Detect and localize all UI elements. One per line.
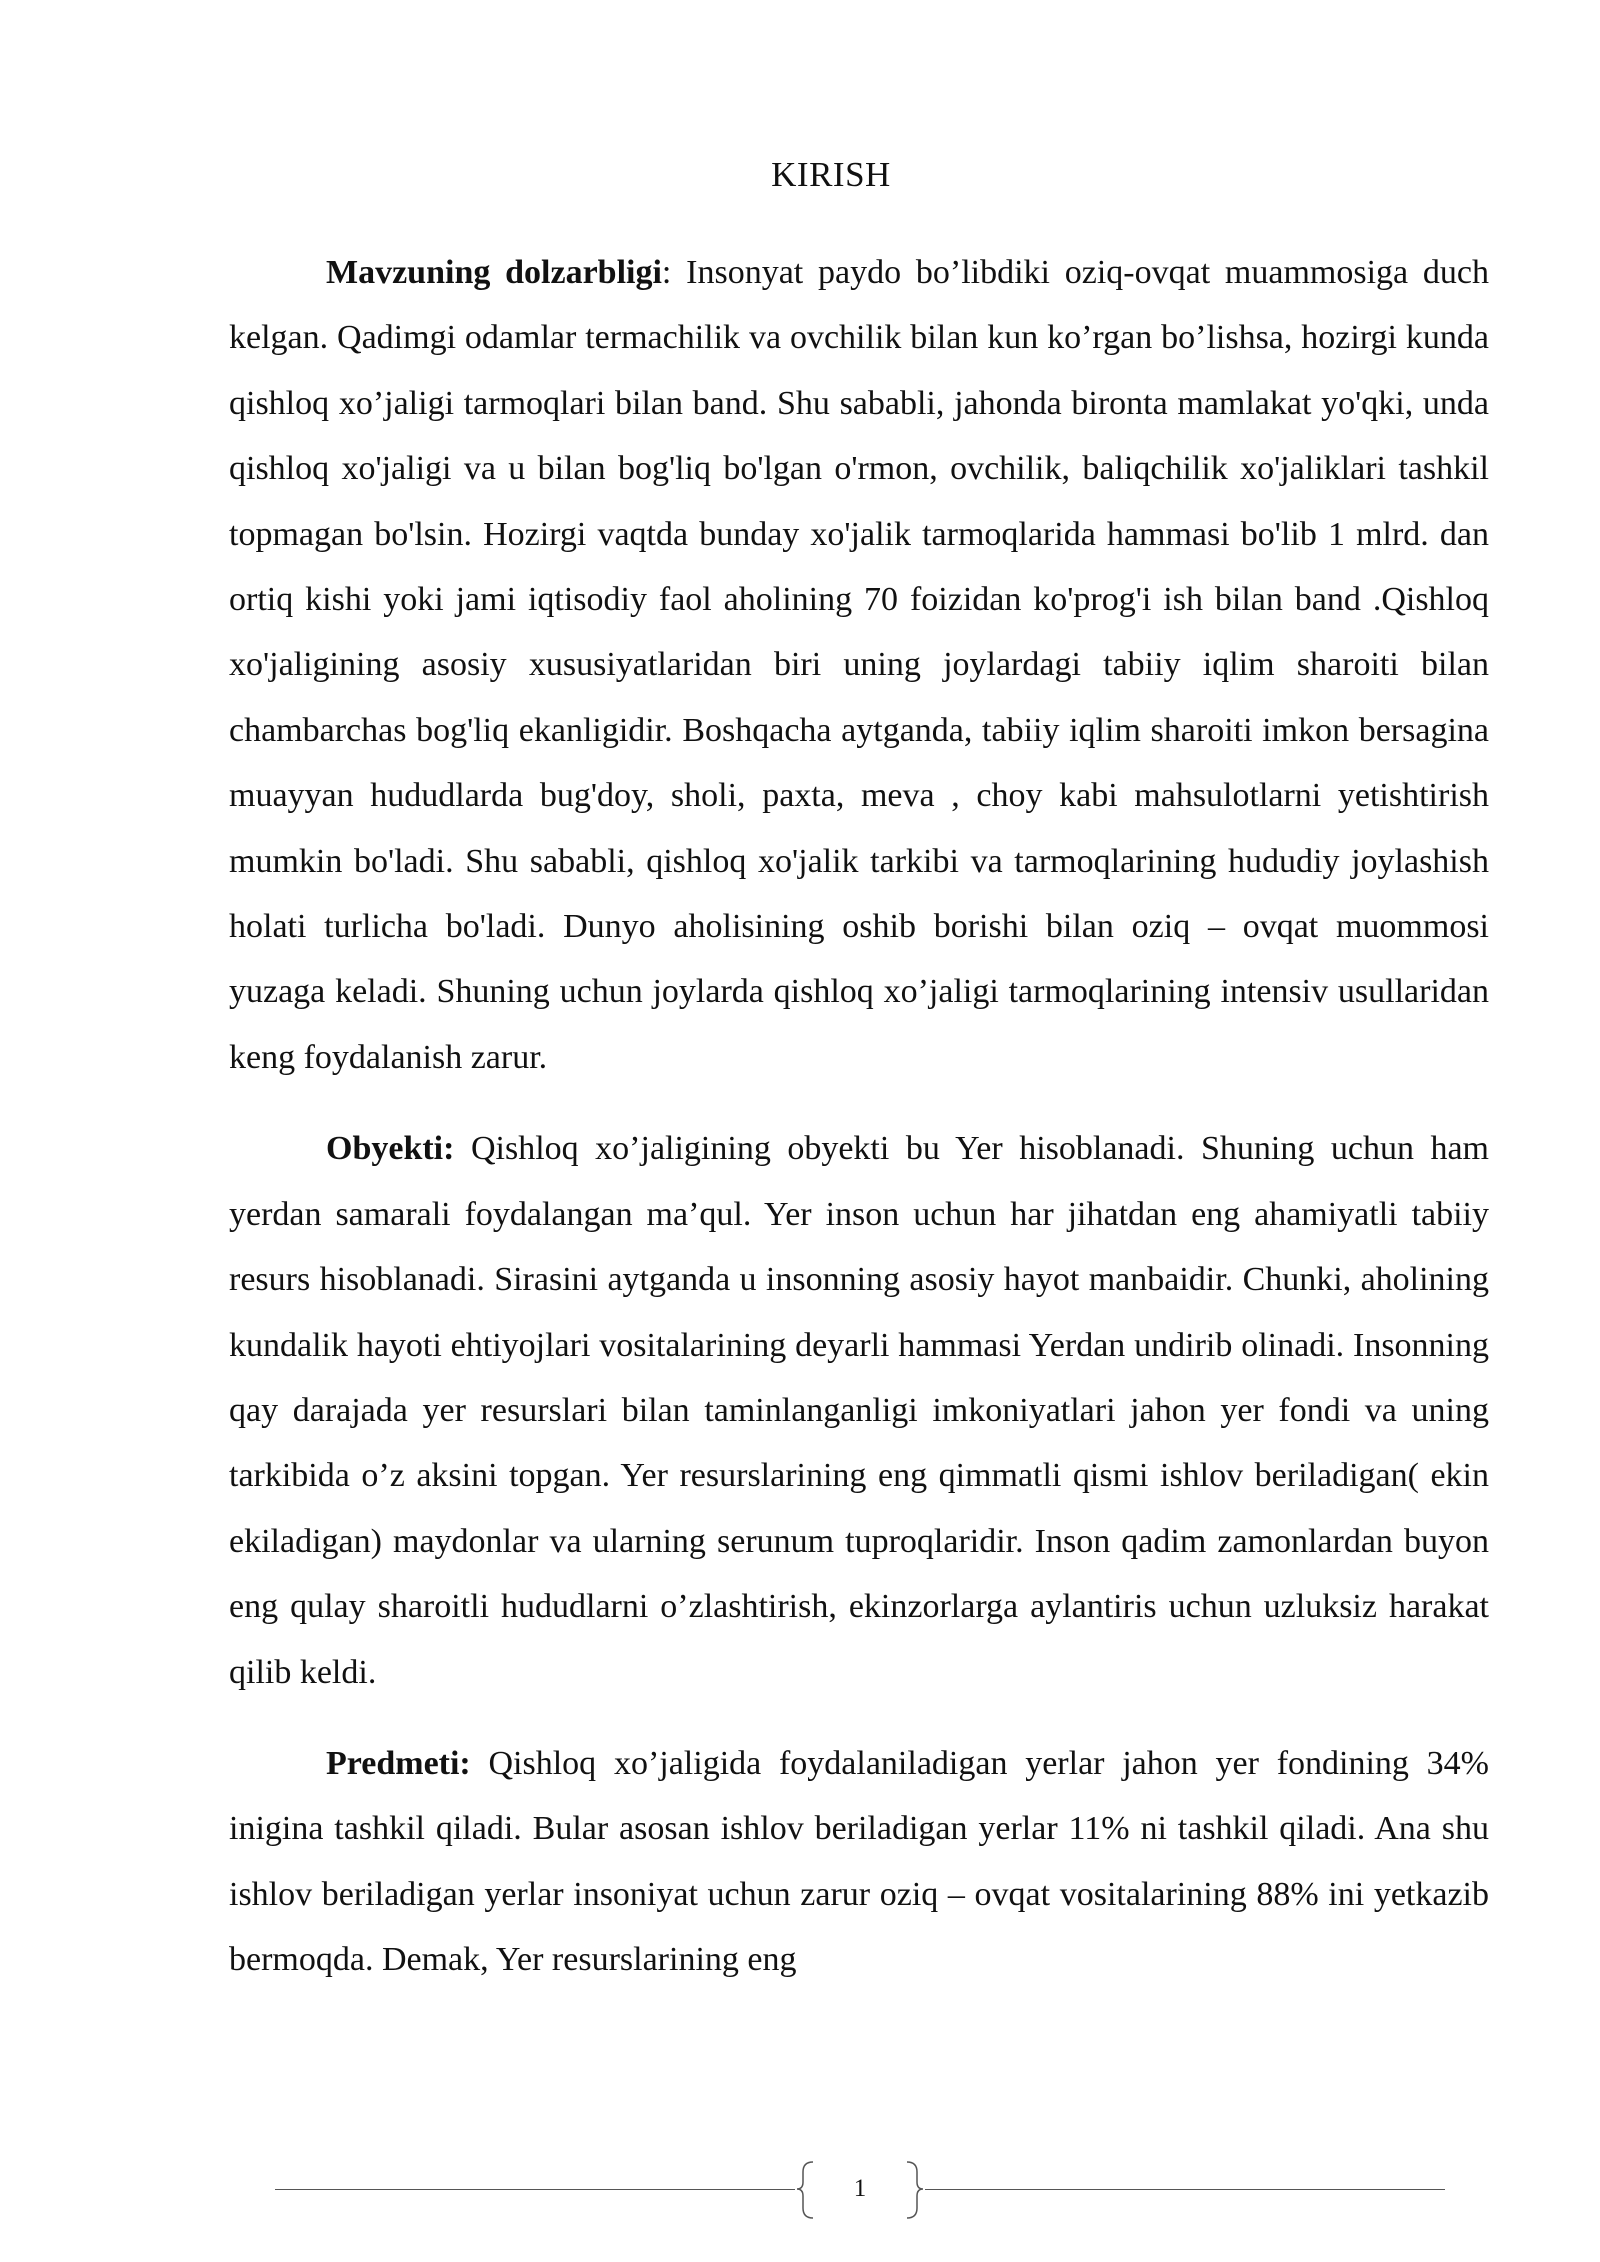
page-title: KIRISH xyxy=(771,155,891,194)
page-number: 1 xyxy=(853,2175,867,2202)
paragraph-label: Obyekti: xyxy=(326,1130,455,1168)
paragraph-label: Mavzuning dolzarbligi xyxy=(326,254,662,291)
paragraph-text: Qishloq xo’jaligining obyekti bu Yer hisoblanadi. Shuning uchun ham yerdan samarali foydalangan ma’qul. Yer inson uchun har jihatdan eng ahamiyatli tabiiy resurs hisoblanadi. Sirasini aytganda u insonning asosiy hayot manbaidir. Chunki, aholining kundalik hayoti ehtiyojlari vositalarining deyarli hammasi Yerdan undirib olinadi. Insonning qay darajada yer resurslari bilan taminlanganligi imkoniyatlari jahon yer fondi va uning tarkibida o’z aksini topgan. Yer resurslarining eng qimmatli qismi ishlov beriladigan( ekin ekiladigan) maydonlar va ularning serunum tuproqlaridir. Inson qadim zamonlardan buyon eng qulay sharoitli hududlarni o’zlashtirish, ekinzorlarga aylantiris uchun uzluksiz harakat qilib keldi. xyxy=(229,1130,1489,1691)
document-body xyxy=(229,240,1489,2019)
footer-divider-right xyxy=(925,2189,1445,2190)
paragraph-object xyxy=(229,1116,1489,1705)
paragraph-relevance xyxy=(229,240,1489,1090)
paragraph-separator: : xyxy=(661,254,672,291)
paragraph-text: Insonyat paydo bo’libdiki oziq-ovqat muammosiga duch kelgan. Qadimgi odamlar termachilik va ovchilik bilan kun ko’rgan bo’lishsa, hozirgi kunda qishloq xo’jaligi tarmoqlari bilan band. Shu sababli, jahonda bironta mamlakat yo'qki, unda qishloq xo'jaligi va u bilan bog'liq bo'lgan o'rmon, ovchilik, baliqchilik xo'jaliklari tashkil topmagan bo'lsin. Hozirgi vaqtda bunday xo'jalik tarmoqlarida hammasi bo'lib 1 mlrd. dan ortiq kishi yoki jami iqtisodiy faol aholining 70 foizidan ko'prog'i ish bilan band .Qishloq xo'jaligining asosiy xususiyatlaridan biri uning joylardagi tabiiy iqlim sharoiti bilan chambarchas bog'liq ekanligidir. Boshqacha aytganda, tabiiy iqlim sharoiti imkon bersagina muayyan hududlarda bug'doy, sholi, paxta, meva , choy kabi mahsulotlarni yetishtirish mumkin bo'ladi. Shu sababli, qishloq xo'jalik tarkibi va tarmoqlarining hududiy joylashish holati turlicha bo'ladi. Dunyo aholisining oshib borishi bilan oziq – ovqat muommosi yuzaga keladi. Shuning uchun joylarda qishloq xo’jaligi tarmoqlarining intensiv usullaridan keng foydalanish zarur. xyxy=(229,254,1489,1076)
footer-divider-left xyxy=(275,2189,795,2190)
paragraph-label: Predmeti: xyxy=(326,1744,471,1782)
page-footer xyxy=(275,2160,1445,2220)
paragraph-subject xyxy=(229,1731,1489,1993)
paragraph-text: Qishloq xo’jaligida foydalaniladigan yerlar jahon yer fondining 34% inigina tashkil qiladi. Bular asosan ishlov beriladigan yerlar 11% ni tashkil qiladi. Ana shu ishlov beriladigan yerlar insoniyat uchun zarur oziq – ovqat vositalarining 88% ini yetkazib bermoqda. Demak, Yer resurslarining eng xyxy=(229,1744,1489,1979)
page-number-frame xyxy=(795,2160,925,2220)
